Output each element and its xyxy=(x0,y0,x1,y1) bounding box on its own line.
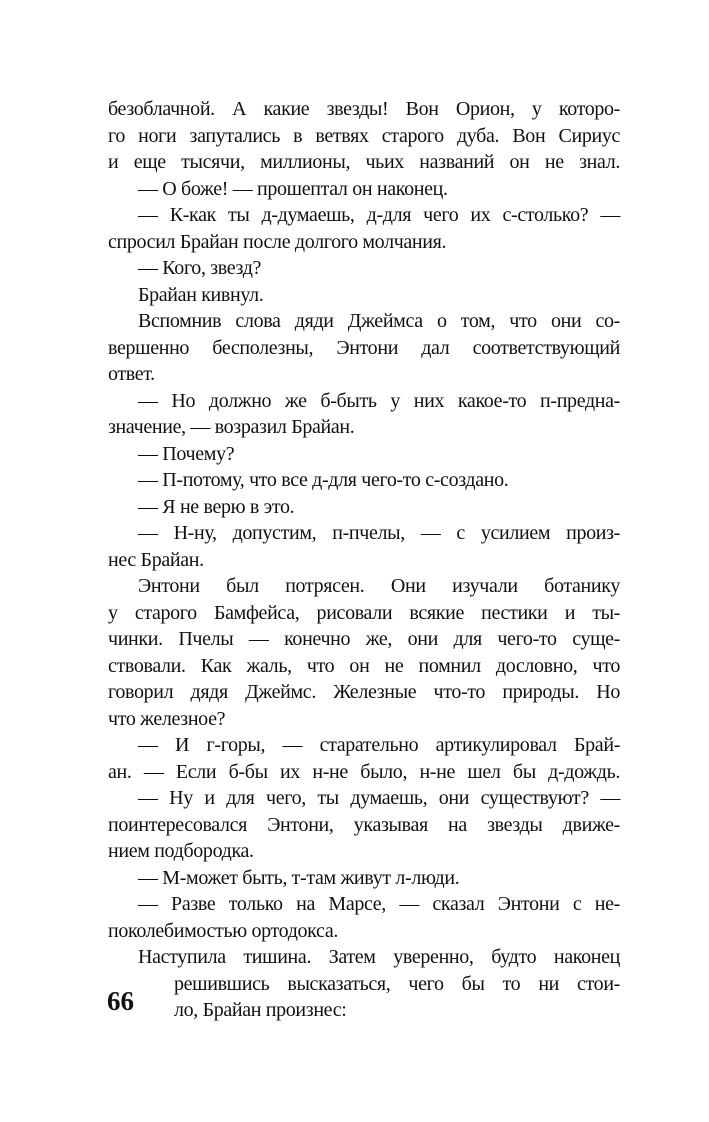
text-line: — Разве только на Марсе, — сказал Энтони с не- xyxy=(138,893,620,915)
text-line: ло, Брайан произнес: xyxy=(174,999,347,1021)
text-line: нес Брайан. xyxy=(108,548,204,571)
text-line: поколебимостью ортодокса. xyxy=(108,919,338,942)
text-line: Брайан кивнул. xyxy=(138,283,264,306)
text-line: вершенно бесполезны, Энтони дал соответствующий xyxy=(108,336,620,359)
text-line: ствовали. Как жаль, что он не помнил дословно, что xyxy=(108,654,620,677)
text-line: нием подбородка. xyxy=(108,840,254,862)
text-line: — И г-горы, — старательно артикулировал Брай- xyxy=(138,734,620,756)
text-line: — Почему? xyxy=(138,442,235,465)
text-line: ответ. xyxy=(108,363,155,385)
text-line: чинки. Пчелы — конечно же, они для чего-то суще- xyxy=(108,628,620,650)
text-line: го ноги запутались в ветвях старого дуба. Вон Сириус xyxy=(108,124,620,147)
text-line: — О боже! — прошептал он наконец. xyxy=(138,177,448,200)
text-line: спросил Брайан после долгого молчания. xyxy=(108,230,447,253)
page-number: 66 xyxy=(107,986,134,1016)
text-line: у старого Бамфейса, рисовали всякие пестики и ты- xyxy=(108,601,620,624)
text-line: — К-как ты д-думаешь, д-для чего их с-столько? — xyxy=(138,204,620,226)
text-line: — П-потому, что все д-для чего-то с-создано. xyxy=(138,469,509,491)
text-line: Вспомнив слова дяди Джеймса о том, что они со- xyxy=(138,310,620,332)
text-line: — Ну и для чего, ты думаешь, они существуют? — xyxy=(138,787,620,809)
text-line: поинтересовался Энтони, указывая на звезды движе- xyxy=(108,813,620,836)
text-line: значение, — возразил Брайан. xyxy=(108,416,355,438)
text-line: и еще тысячи, миллионы, чьих названий он не знал. xyxy=(108,151,620,173)
text-line: что железное? xyxy=(108,707,226,730)
text-line: Наступила тишина. Затем уверенно, будто наконец xyxy=(138,946,620,968)
text-line: — М-может быть, т-там живут л-люди. xyxy=(138,866,460,889)
text-line: безоблачной. А какие звезды! Вон Орион, у которо- xyxy=(108,98,620,120)
text-line: Энтони был потрясен. Они изучали ботанику xyxy=(138,575,620,597)
text-line: — Н-ну, допустим, п-пчелы, — с усилием произ- xyxy=(138,522,620,544)
text-line: — Я не верю в это. xyxy=(138,495,295,518)
text-line: решившись высказаться, чего бы то ни стои- xyxy=(174,972,620,995)
text-line: ан. — Если б-бы их н-не было, н-не шел бы д-дождь. xyxy=(108,760,620,783)
text-line: говорил дядя Джеймс. Железные что-то природы. Но xyxy=(108,681,620,703)
page-text xyxy=(108,96,620,1024)
text-line: — Кого, звезд? xyxy=(138,257,262,279)
text-line: — Но должно же б-быть у них какое-то п-предна- xyxy=(138,389,620,412)
